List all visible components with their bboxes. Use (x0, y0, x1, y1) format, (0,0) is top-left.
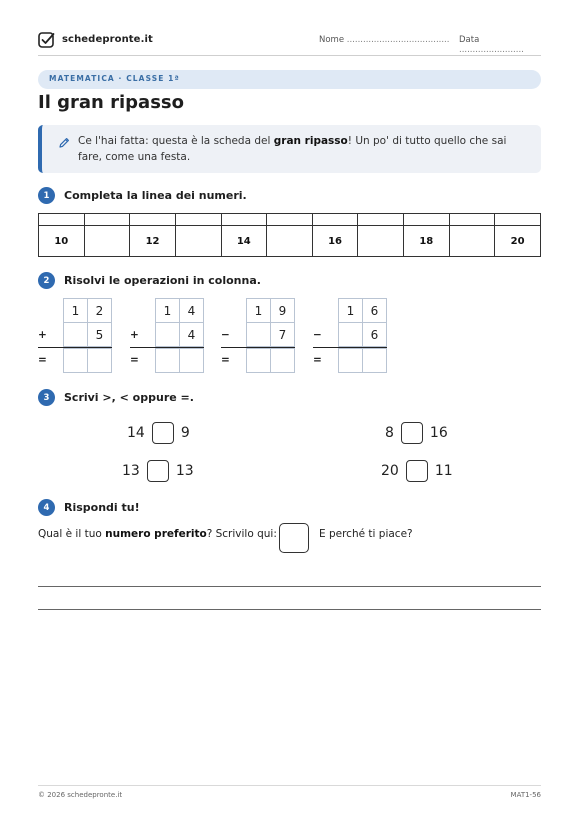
comparison-right: 13 (175, 463, 194, 479)
section-number-badge: 2 (38, 272, 55, 289)
comparison-answer-box[interactable] (147, 460, 169, 482)
number-line-values-row (39, 226, 541, 257)
answer-cell[interactable] (270, 348, 295, 373)
digit-cell: 6 (362, 298, 387, 323)
section-number-badge: 3 (38, 389, 55, 406)
number-cell: 20 (495, 226, 541, 257)
column-operation-3 (221, 298, 295, 374)
digit-cell: 1 (155, 298, 180, 323)
number-cell: 18 (404, 226, 450, 257)
intro-pre: Ce l'hai fatta: questa è la scheda del (78, 135, 274, 147)
tick-cell (175, 214, 221, 226)
site-name: schedepronte.it (62, 34, 153, 45)
digit-cell: 9 (270, 298, 295, 323)
digit-cell: 4 (179, 298, 204, 323)
comparison-left: 14 (127, 425, 145, 441)
section-title: Completa la linea dei numeri. (64, 189, 247, 202)
answer-cell[interactable] (338, 348, 363, 373)
digit-cell: 1 (63, 298, 88, 323)
digit-cell: 1 (338, 298, 363, 323)
number-cell: 12 (130, 226, 176, 257)
date-field[interactable] (459, 35, 541, 55)
intro-text (78, 133, 528, 165)
digit-cell (338, 322, 363, 347)
section-4-heading (38, 499, 140, 516)
tick-cell (312, 214, 358, 226)
comparison-right: 16 (429, 425, 448, 441)
column-operation-1 (38, 298, 112, 374)
digit-cell: 7 (270, 322, 295, 347)
question-post: ? Scrivilo qui: (206, 528, 277, 540)
column-operation-2 (130, 298, 204, 374)
comparison-answer-box[interactable] (406, 460, 428, 482)
intro-callout (38, 125, 541, 173)
answer-cell[interactable] (179, 348, 204, 373)
number-cell: 10 (39, 226, 85, 257)
digit-cell: 5 (87, 322, 112, 347)
comparison-item (127, 422, 190, 444)
comparison-item (122, 460, 194, 482)
operator-sign: − (221, 329, 230, 341)
section-number-badge: 4 (38, 499, 55, 516)
comparison-right: 9 (180, 425, 190, 441)
checkbox-logo-icon (38, 31, 55, 48)
equals-sign: = (38, 354, 47, 366)
intro-post: ! Un po' di tutto quello che sai fare, come una festa. (78, 135, 507, 163)
tick-cell (39, 214, 85, 226)
answer-cell[interactable] (246, 348, 271, 373)
page-header (38, 30, 541, 56)
comparison-left: 13 (122, 463, 140, 479)
tick-cell (495, 214, 541, 226)
subject-label: MATEMATICA · CLASSE 1ª (49, 74, 180, 83)
comparison-left: 8 (385, 425, 394, 441)
comparison-answer-box[interactable] (152, 422, 174, 444)
answer-cell[interactable] (362, 348, 387, 373)
digit-cell (246, 322, 271, 347)
number-line-table (38, 213, 541, 257)
number-line-ticks-row (39, 214, 541, 226)
comparison-answer-box[interactable] (401, 422, 423, 444)
page-title: Il gran ripasso (38, 92, 184, 113)
name-blank: ...................................... (346, 35, 450, 45)
number-blank-cell[interactable] (175, 226, 221, 257)
operator-sign: + (130, 329, 139, 341)
pencil-icon (58, 137, 70, 149)
digit-cell: 6 (362, 322, 387, 347)
date-label: Data (459, 35, 480, 45)
digit-cell: 1 (246, 298, 271, 323)
answer-cell[interactable] (87, 348, 112, 373)
section-number-badge: 1 (38, 187, 55, 204)
intro-bold: gran ripasso (273, 135, 348, 147)
digit-cell (155, 322, 180, 347)
question-pre: Qual è il tuo (38, 528, 106, 540)
tick-cell (84, 214, 130, 226)
writing-line[interactable] (38, 609, 541, 610)
question-bold: numero preferito (105, 528, 207, 540)
digit-cell: 2 (87, 298, 112, 323)
section-title: Scrivi >, < oppure =. (64, 391, 194, 404)
answer-cell[interactable] (63, 348, 88, 373)
number-cell: 16 (312, 226, 358, 257)
favorite-number-box[interactable] (279, 523, 309, 553)
tick-cell (358, 214, 404, 226)
date-blank: ........................ (459, 45, 524, 55)
copyright-text: © 2026 schedepronte.it (38, 791, 123, 799)
tick-cell (221, 214, 267, 226)
equals-sign: = (221, 354, 230, 366)
column-operation-4 (313, 298, 387, 374)
tick-cell (130, 214, 176, 226)
logo (38, 31, 153, 48)
tick-cell (404, 214, 450, 226)
digit-cell: 4 (179, 322, 204, 347)
tick-cell (449, 214, 495, 226)
comparison-item (385, 422, 448, 444)
section-3-heading (38, 389, 194, 406)
subject-bar (38, 70, 541, 89)
digit-cell (63, 322, 88, 347)
comparison-left: 20 (381, 463, 399, 479)
equals-sign: = (130, 354, 139, 366)
comparison-right: 11 (434, 463, 453, 479)
number-cell: 14 (221, 226, 267, 257)
name-field[interactable] (319, 35, 449, 45)
writing-line[interactable] (38, 586, 541, 587)
equals-sign: = (313, 354, 322, 366)
tick-cell (267, 214, 313, 226)
number-blank-cell[interactable] (358, 226, 404, 257)
number-blank-cell[interactable] (267, 226, 313, 257)
sheet-code: MAT1-56 (510, 791, 541, 799)
section-title: Rispondi tu! (64, 501, 140, 514)
why-question: E perché ti piace? (319, 528, 413, 540)
favorite-number-question (38, 528, 277, 540)
section-title: Risolvi le operazioni in colonna. (64, 274, 261, 287)
operator-sign: − (313, 329, 322, 341)
operator-sign: + (38, 329, 47, 341)
number-blank-cell[interactable] (449, 226, 495, 257)
comparison-item (381, 460, 453, 482)
section-1-heading (38, 187, 247, 204)
page-footer (38, 785, 541, 799)
number-blank-cell[interactable] (84, 226, 130, 257)
name-label: Nome (319, 35, 345, 45)
section-2-heading (38, 272, 261, 289)
answer-cell[interactable] (155, 348, 180, 373)
